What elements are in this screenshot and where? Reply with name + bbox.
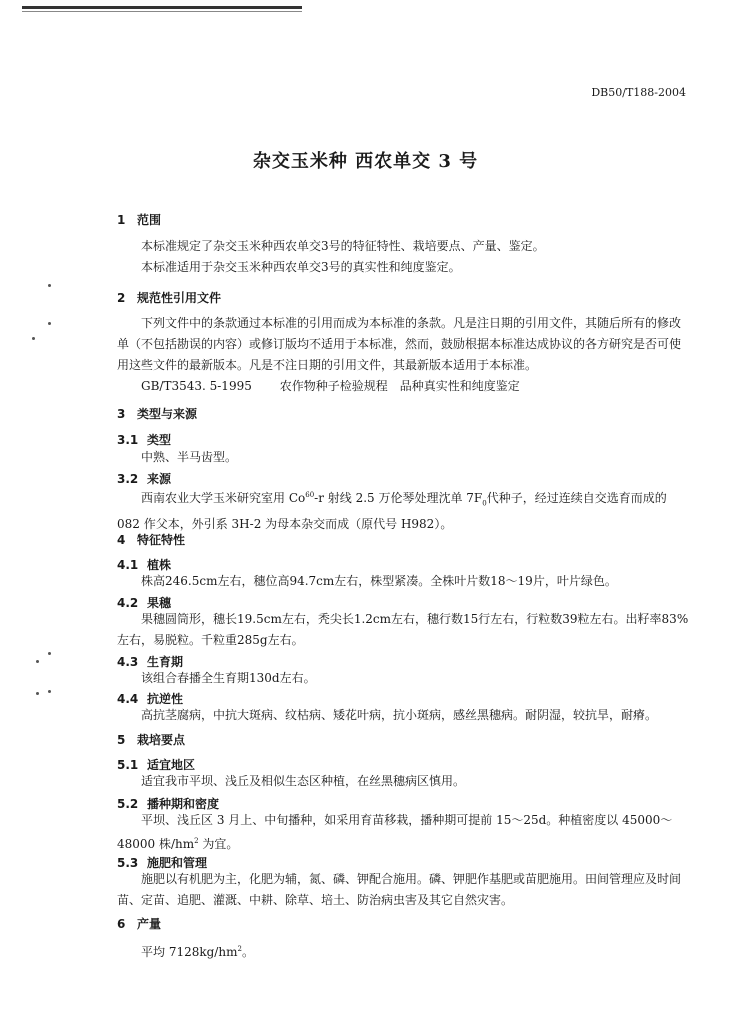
subsection-number: 4.3 — [117, 655, 139, 669]
subsection-4-3-text: 该组合春播全生育期130d左右。 — [141, 671, 316, 685]
section-1-paragraph-2: 本标准适用于杂交玉米种西农单交3号的真实性和纯度鉴定。 — [141, 260, 461, 274]
section-2-heading — [117, 289, 221, 306]
subsection-5-2-text — [117, 810, 691, 855]
scan-edge-line — [22, 6, 302, 9]
scan-speck — [48, 652, 51, 655]
subsection-title: 播种期和密度 — [147, 797, 220, 811]
reference-code: GB/T3543. 5-1995 — [141, 379, 252, 393]
scan-speck — [48, 284, 51, 287]
section-title: 特征特性 — [137, 533, 186, 547]
section-4-heading — [117, 531, 185, 548]
section-number: 5 — [117, 733, 126, 747]
document-number: DB50/T188-2004 — [591, 86, 686, 99]
subsection-title: 果穗 — [147, 596, 172, 610]
scan-speck — [48, 690, 51, 693]
subsection-number: 3.1 — [117, 433, 139, 447]
subsection-5-1-text: 适宜我市平坝、浅丘及相似生态区种植，在丝黑穗病区慎用。 — [141, 774, 466, 788]
subsection-title: 施肥和管理 — [147, 856, 208, 870]
subsection-title: 抗逆性 — [147, 692, 184, 706]
subsection-4-4-text: 高抗茎腐病，中抗大斑病、纹枯病、矮花叶病，抗小斑病，感丝黑穗病。耐阴湿，较抗旱，耐瘠。 — [141, 708, 658, 722]
scan-speck — [36, 660, 39, 663]
subsection-number: 4.2 — [117, 596, 139, 610]
subsection-title: 生育期 — [147, 655, 184, 669]
subsection-number: 5.3 — [117, 856, 139, 870]
section-number: 6 — [117, 917, 126, 931]
text-part: -r 射线 2.5 万伦琴处理沈单 7F — [314, 491, 483, 505]
text-part: 代种子，经过连续自交选育而成的 082 作父本，外引系 3H-2 为母本杂交而成（原代号 H982）。 — [117, 491, 667, 532]
subsection-4-1-text: 株高246.5cm左右，穗位高94.7cm左右，株型紧凑。全株叶片数18～19片，叶片绿色。 — [141, 574, 617, 588]
section-title: 范围 — [137, 213, 162, 227]
section-number: 1 — [117, 213, 126, 227]
scan-edge-line-thin — [22, 11, 302, 12]
section-title: 产量 — [137, 917, 162, 931]
text-part: 平均 7128kg/hm — [141, 945, 238, 959]
section-title: 类型与来源 — [137, 407, 198, 421]
subsection-number: 4.1 — [117, 558, 139, 572]
subsection-3-1-heading — [117, 431, 171, 448]
subsection-title: 类型 — [147, 433, 172, 447]
section-6-heading — [117, 915, 161, 932]
section-2-paragraph: 下列文件中的条款通过本标准的引用而成为本标准的条款。凡是注日期的引用文件，其随后所有的修改单（不包括勘误的内容）或修订版均不适用于本标准，然而，鼓励根据本标准达成协议的各方研究是否可使用这些文件的最新版本。凡是不注日期的引用文件，其最新版本适用于本标准。 — [117, 316, 682, 372]
subsection-title: 来源 — [147, 472, 172, 486]
document-title: 杂交玉米种 西农单交 3 号 — [252, 151, 479, 172]
subsection-number: 3.2 — [117, 472, 139, 486]
section-6-text — [141, 939, 254, 963]
subsection-number: 5.2 — [117, 797, 139, 811]
subsection-5-3-text: 施肥以有机肥为主，化肥为辅，氮、磷、钾配合施用。磷、钾肥作基肥或苗肥施用。田间管理应及时间苗、定苗、追肥、灌溉、中耕、除草、培土、防治病虫害及其它自然灾害。 — [117, 872, 682, 907]
scan-speck — [48, 322, 51, 325]
section-title: 栽培要点 — [137, 733, 186, 747]
section-1-heading — [117, 211, 161, 228]
subsection-3-1-text: 中熟、半马齿型。 — [141, 450, 238, 464]
text-part: 平坝、浅丘区 3 月上、中旬播种，如采用育苗移栽，播种期可提前 15～25d。种植密度以 45000～48000 株/hm — [117, 813, 673, 851]
subsection-number: 4.4 — [117, 692, 139, 706]
superscript: 2 — [237, 945, 242, 953]
normative-reference — [141, 376, 520, 397]
section-1-paragraph-1: 本标准规定了杂交玉米种西农单交3号的特征特性、栽培要点、产量、鉴定。 — [141, 239, 545, 253]
subsection-title: 植株 — [147, 558, 172, 572]
superscript: 60 — [305, 491, 315, 499]
section-5-heading — [117, 731, 185, 748]
text-part: 为宜。 — [198, 837, 239, 851]
section-number: 4 — [117, 533, 126, 547]
scan-speck — [32, 337, 35, 340]
scan-speck — [36, 692, 39, 695]
subsection-number: 5.1 — [117, 758, 139, 772]
superscript: 2 — [194, 837, 199, 845]
section-title: 规范性引用文件 — [137, 291, 222, 305]
subsection-4-2-text: 果穗圆筒形，穗长19.5cm左右，秃尖长1.2cm左右，穗行数15行左右，行粒数39粒左右。出籽率83%左右，易脱粒。千粒重285g左右。 — [117, 612, 689, 647]
reference-name: 农作物种子检验规程 品种真实性和纯度鉴定 — [279, 379, 520, 393]
text-part: 西南农业大学玉米研究室用 Co — [141, 491, 306, 505]
subsection-3-2-text — [117, 485, 691, 535]
subsection-title: 适宜地区 — [147, 758, 196, 772]
section-number: 3 — [117, 407, 126, 421]
section-3-heading — [117, 405, 197, 422]
subscript: 0 — [482, 499, 487, 508]
section-number: 2 — [117, 291, 126, 305]
text-part: 。 — [241, 945, 254, 959]
